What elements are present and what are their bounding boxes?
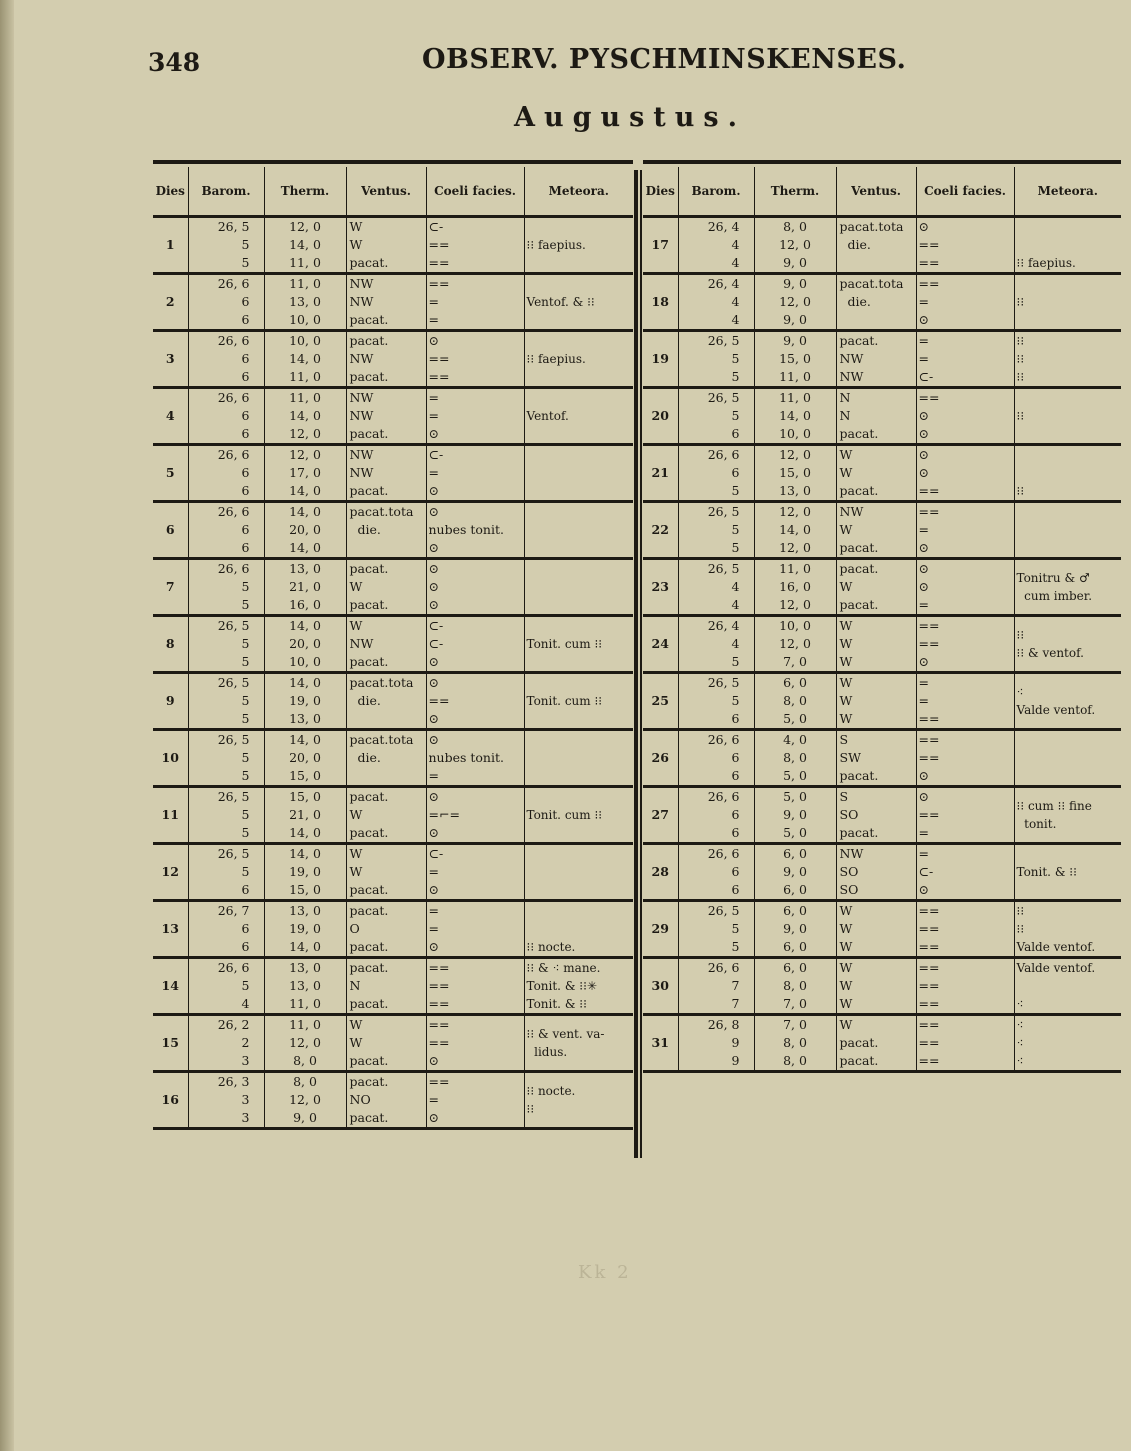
col-header-dies: Dies <box>153 167 188 217</box>
barometer-cell: 26, 5 5 6 <box>188 844 264 901</box>
day-cell: 16 <box>153 1072 188 1129</box>
barometer-cell: 26, 5 5 5 <box>678 331 754 388</box>
barometer-cell: 26, 6 6 5 <box>678 445 754 502</box>
barometer-cell: 26, 5 5 5 <box>188 673 264 730</box>
day-cell: 5 <box>153 445 188 502</box>
table-row <box>153 901 633 958</box>
sky-cell: = = == <box>916 673 1014 730</box>
thermometer-cell: 6, 0 8, 0 5, 0 <box>754 673 836 730</box>
meteora-cell <box>1014 730 1121 787</box>
day-cell: 2 <box>153 274 188 331</box>
sky-cell: == == ⊙ <box>916 730 1014 787</box>
sky-cell: == ⊙ ⊙ <box>916 388 1014 445</box>
wind-cell: W W pacat. <box>346 217 426 274</box>
barometer-cell: 26, 3 3 3 <box>188 1072 264 1129</box>
col-header-barom: Barom. <box>678 167 754 217</box>
barometer-cell: 26, 6 6 6 <box>188 274 264 331</box>
barometer-cell: 26, 5 5 5 <box>188 616 264 673</box>
wind-cell: pacat.tota die. <box>346 673 426 730</box>
wind-cell: pacat.tota die. <box>346 502 426 559</box>
column-divider <box>634 170 638 1158</box>
table-row <box>643 502 1121 559</box>
meteora-cell: ⁖ ⁖ ⁖ <box>1014 1015 1121 1072</box>
wind-cell: pacat.tota die. <box>836 274 916 331</box>
col-header-ventus: Ventus. <box>346 167 426 217</box>
barometer-cell: 26, 5 5 5 <box>678 502 754 559</box>
sky-cell: ⊂- ⊂- ⊙ <box>426 616 524 673</box>
day-cell: 21 <box>643 445 678 502</box>
day-cell: 29 <box>643 901 678 958</box>
meteora-cell <box>524 730 633 787</box>
sky-cell: ⊙ =⌐= ⊙ <box>426 787 524 844</box>
table-row <box>643 217 1121 274</box>
sky-cell: ⊙ ⊙ ⊙ <box>426 559 524 616</box>
thermometer-cell: 12, 0 17, 0 14, 0 <box>264 445 346 502</box>
day-cell: 22 <box>643 502 678 559</box>
sky-cell: == = ⊙ <box>426 1072 524 1129</box>
day-cell: 8 <box>153 616 188 673</box>
top-rule <box>153 160 633 164</box>
wind-cell: W pacat. pacat. <box>836 1015 916 1072</box>
barometer-cell: 26, 6 6 6 <box>188 331 264 388</box>
wind-cell: pacat.tota die. <box>836 217 916 274</box>
table-row <box>643 445 1121 502</box>
sky-cell: == == == <box>916 958 1014 1015</box>
thermometer-cell: 11, 0 12, 0 8, 0 <box>264 1015 346 1072</box>
col-header-meteora: Meteora. <box>1014 167 1121 217</box>
meteora-cell: Ventof. & ⁝⁝ <box>524 274 633 331</box>
meteora-cell <box>524 559 633 616</box>
thermometer-cell: 13, 0 13, 0 11, 0 <box>264 958 346 1015</box>
table-row <box>153 787 633 844</box>
barometer-cell: 26, 6 6 6 <box>678 844 754 901</box>
day-cell: 9 <box>153 673 188 730</box>
table-row <box>153 673 633 730</box>
wind-cell: N N pacat. <box>836 388 916 445</box>
thermometer-cell: 11, 0 14, 0 10, 0 <box>754 388 836 445</box>
table-row <box>643 901 1121 958</box>
day-cell: 14 <box>153 958 188 1015</box>
thermometer-cell: 4, 0 8, 0 5, 0 <box>754 730 836 787</box>
barometer-cell: 26, 5 5 5 <box>188 730 264 787</box>
wind-cell: W W pacat. <box>836 445 916 502</box>
meteora-cell <box>524 502 633 559</box>
table-row <box>153 1072 633 1129</box>
table-row <box>153 958 633 1015</box>
day-cell: 25 <box>643 673 678 730</box>
col-header-coeli: Coeli facies. <box>916 167 1014 217</box>
day-cell: 28 <box>643 844 678 901</box>
table-header-row <box>153 167 633 217</box>
wind-cell: W NW pacat. <box>346 616 426 673</box>
day-cell: 15 <box>153 1015 188 1072</box>
meteora-cell: ⁝⁝ nocte. ⁝⁝ <box>524 1072 633 1129</box>
day-cell: 26 <box>643 730 678 787</box>
thermometer-cell: 6, 0 9, 0 6, 0 <box>754 901 836 958</box>
wind-cell: NW NW pacat. <box>346 388 426 445</box>
thermometer-cell: 8, 0 12, 0 9, 0 <box>264 1072 346 1129</box>
top-rule <box>643 160 1121 164</box>
day-cell: 13 <box>153 901 188 958</box>
table-row <box>643 787 1121 844</box>
wind-cell: pacat. W pacat. <box>836 559 916 616</box>
table-row <box>643 673 1121 730</box>
sky-cell: ⊂- == == <box>426 217 524 274</box>
sky-cell: ⊂- = ⊙ <box>426 445 524 502</box>
page-binding-edge <box>0 0 14 1451</box>
thermometer-cell: 14, 0 19, 0 15, 0 <box>264 844 346 901</box>
table-row <box>153 844 633 901</box>
day-cell: 24 <box>643 616 678 673</box>
table-row <box>153 502 633 559</box>
thermometer-cell: 10, 0 12, 0 7, 0 <box>754 616 836 673</box>
sky-cell: ⊙ ⊙ = <box>916 559 1014 616</box>
table-row <box>153 1015 633 1072</box>
meteora-cell: ⁝⁝ ⁝⁝ ⁝⁝ <box>1014 331 1121 388</box>
wind-cell: pacat.tota die. <box>346 730 426 787</box>
day-cell: 27 <box>643 787 678 844</box>
table-row <box>153 730 633 787</box>
right-observation-table <box>643 160 1121 1073</box>
barometer-cell: 26, 4 4 4 <box>678 217 754 274</box>
table-row <box>643 1015 1121 1072</box>
table-header-row <box>643 167 1121 217</box>
meteora-cell <box>1014 502 1121 559</box>
wind-cell: pacat. W pacat. <box>346 787 426 844</box>
day-cell: 18 <box>643 274 678 331</box>
sky-cell: ⊙ ⊙ == <box>916 445 1014 502</box>
thermometer-cell: 6, 0 9, 0 6, 0 <box>754 844 836 901</box>
meteora-cell: ⁝⁝ nocte. <box>524 901 633 958</box>
barometer-cell: 26, 6 6 6 <box>678 730 754 787</box>
page-number: 348 <box>148 48 201 77</box>
barometer-cell: 26, 5 5 6 <box>678 388 754 445</box>
thermometer-cell: 7, 0 8, 0 8, 0 <box>754 1015 836 1072</box>
meteora-cell: Valde ventof. ⁖ <box>1014 958 1121 1015</box>
meteora-cell: Ventof. <box>524 388 633 445</box>
table-row <box>643 616 1121 673</box>
meteora-cell: ⁝⁝ <box>1014 445 1121 502</box>
sky-cell: ⊂- = ⊙ <box>426 844 524 901</box>
wind-cell: S SW pacat. <box>836 730 916 787</box>
col-header-ventus: Ventus. <box>836 167 916 217</box>
barometer-cell: 26, 2 2 3 <box>188 1015 264 1072</box>
table-row <box>153 331 633 388</box>
day-cell: 7 <box>153 559 188 616</box>
meteora-cell: ⁝⁝ ⁝⁝ & ventof. <box>1014 616 1121 673</box>
day-cell: 12 <box>153 844 188 901</box>
table-row <box>153 388 633 445</box>
day-cell: 20 <box>643 388 678 445</box>
sky-cell: == == == <box>916 901 1014 958</box>
wind-cell: pacat. NW NW <box>836 331 916 388</box>
barometer-cell: 26, 6 7 7 <box>678 958 754 1015</box>
meteora-cell: Tonit. cum ⁝⁝ <box>524 616 633 673</box>
sky-cell: ⊙ nubes tonit. = <box>426 730 524 787</box>
meteora-cell: ⁝⁝ cum ⁝⁝ fine tonit. <box>1014 787 1121 844</box>
day-cell: 3 <box>153 331 188 388</box>
table-row <box>153 616 633 673</box>
barometer-cell: 26, 7 6 6 <box>188 901 264 958</box>
thermometer-cell: 11, 0 13, 0 10, 0 <box>264 274 346 331</box>
thermometer-cell: 14, 0 20, 0 10, 0 <box>264 616 346 673</box>
thermometer-cell: 14, 0 19, 0 13, 0 <box>264 673 346 730</box>
wind-cell: pacat. NO pacat. <box>346 1072 426 1129</box>
meteora-cell: Tonit. & ⁝⁝ <box>1014 844 1121 901</box>
table-row <box>153 274 633 331</box>
observation-table-days-17-31 <box>643 167 1121 1073</box>
day-cell: 1 <box>153 217 188 274</box>
running-head: OBSERV. PYSCHMINSKENSES. <box>422 44 907 75</box>
sky-cell: = = ⊙ <box>426 388 524 445</box>
day-cell: 19 <box>643 331 678 388</box>
thermometer-cell: 11, 0 14, 0 12, 0 <box>264 388 346 445</box>
col-header-barom: Barom. <box>188 167 264 217</box>
table-row <box>643 958 1121 1015</box>
wind-cell: NW SO SO <box>836 844 916 901</box>
col-header-coeli: Coeli facies. <box>426 167 524 217</box>
wind-cell: NW NW pacat. <box>346 445 426 502</box>
thermometer-cell: 6, 0 8, 0 7, 0 <box>754 958 836 1015</box>
meteora-cell: ⁝⁝ faepius. <box>524 331 633 388</box>
table-row <box>153 217 633 274</box>
wind-cell: W W W <box>836 673 916 730</box>
table-row <box>643 730 1121 787</box>
sky-cell: == == == <box>426 958 524 1015</box>
meteora-cell: Tonit. cum ⁝⁝ <box>524 787 633 844</box>
wind-cell: W W pacat. <box>346 1015 426 1072</box>
table-row <box>643 388 1121 445</box>
thermometer-cell: 5, 0 9, 0 5, 0 <box>754 787 836 844</box>
barometer-cell: 26, 8 9 9 <box>678 1015 754 1072</box>
thermometer-cell: 12, 0 14, 0 12, 0 <box>754 502 836 559</box>
table-row <box>643 331 1121 388</box>
thermometer-cell: 14, 0 20, 0 15, 0 <box>264 730 346 787</box>
col-header-therm: Therm. <box>264 167 346 217</box>
month-title: Augustus. <box>514 102 746 133</box>
thermometer-cell: 9, 0 15, 0 11, 0 <box>754 331 836 388</box>
day-cell: 23 <box>643 559 678 616</box>
sky-cell: ⊙ == ⊙ <box>426 673 524 730</box>
wind-cell: pacat. NW pacat. <box>346 331 426 388</box>
meteora-cell: ⁝⁝ & ⁖ mane. Tonit. & ⁝⁝✳ Tonit. & ⁝⁝ <box>524 958 633 1015</box>
observation-table-days-1-16 <box>153 167 633 1130</box>
thermometer-cell: 15, 0 21, 0 14, 0 <box>264 787 346 844</box>
day-cell: 4 <box>153 388 188 445</box>
wind-cell: W W W <box>836 958 916 1015</box>
barometer-cell: 26, 4 4 5 <box>678 616 754 673</box>
sky-cell: == = ⊙ <box>916 274 1014 331</box>
sky-cell: == == == <box>916 1015 1014 1072</box>
meteora-cell: ⁝⁝ ⁝⁝ Valde ventof. <box>1014 901 1121 958</box>
barometer-cell: 26, 4 4 4 <box>678 274 754 331</box>
column-divider-thin <box>640 170 642 1158</box>
signature-mark: Kk 2 <box>578 1262 632 1283</box>
sky-cell: ⊙ == = <box>916 787 1014 844</box>
barometer-cell: 26, 6 6 6 <box>188 502 264 559</box>
sky-cell: == == ⊙ <box>916 616 1014 673</box>
meteora-cell: ⁝⁝ <box>1014 388 1121 445</box>
day-cell: 10 <box>153 730 188 787</box>
thermometer-cell: 13, 0 19, 0 14, 0 <box>264 901 346 958</box>
day-cell: 17 <box>643 217 678 274</box>
day-cell: 30 <box>643 958 678 1015</box>
sky-cell: ⊙ == == <box>426 331 524 388</box>
barometer-cell: 26, 5 5 5 <box>678 901 754 958</box>
meteora-cell <box>524 844 633 901</box>
sky-cell: ⊙ == == <box>916 217 1014 274</box>
barometer-cell: 26, 5 4 4 <box>678 559 754 616</box>
barometer-cell: 26, 6 6 6 <box>678 787 754 844</box>
col-header-dies: Dies <box>643 167 678 217</box>
meteora-cell: ⁝⁝ <box>1014 274 1121 331</box>
table-row <box>153 559 633 616</box>
sky-cell: ⊙ nubes tonit. ⊙ <box>426 502 524 559</box>
wind-cell: pacat. O pacat. <box>346 901 426 958</box>
thermometer-cell: 13, 0 21, 0 16, 0 <box>264 559 346 616</box>
day-cell: 11 <box>153 787 188 844</box>
wind-cell: pacat. N pacat. <box>346 958 426 1015</box>
meteora-cell <box>524 445 633 502</box>
sky-cell: == = = <box>426 274 524 331</box>
barometer-cell: 26, 6 6 6 <box>188 388 264 445</box>
barometer-cell: 26, 5 5 6 <box>678 673 754 730</box>
barometer-cell: 26, 6 5 5 <box>188 559 264 616</box>
meteora-cell: ⁝⁝ & vent. va- lidus. <box>524 1015 633 1072</box>
col-header-meteora: Meteora. <box>524 167 633 217</box>
meteora-cell: ⁖ Valde ventof. <box>1014 673 1121 730</box>
wind-cell: NW NW pacat. <box>346 274 426 331</box>
wind-cell: W W W <box>836 901 916 958</box>
sky-cell: = = ⊙ <box>426 901 524 958</box>
wind-cell: S SO pacat. <box>836 787 916 844</box>
sky-cell: == = ⊙ <box>916 502 1014 559</box>
wind-cell: W W pacat. <box>346 844 426 901</box>
barometer-cell: 26, 6 6 6 <box>188 445 264 502</box>
thermometer-cell: 12, 0 15, 0 13, 0 <box>754 445 836 502</box>
barometer-cell: 26, 5 5 5 <box>188 217 264 274</box>
table-row <box>643 274 1121 331</box>
barometer-cell: 26, 6 5 4 <box>188 958 264 1015</box>
meteora-cell: Tonit. cum ⁝⁝ <box>524 673 633 730</box>
barometer-cell: 26, 5 5 5 <box>188 787 264 844</box>
left-observation-table <box>153 160 633 1130</box>
table-row <box>643 844 1121 901</box>
sky-cell: == == ⊙ <box>426 1015 524 1072</box>
thermometer-cell: 14, 0 20, 0 14, 0 <box>264 502 346 559</box>
table-row <box>153 445 633 502</box>
meteora-cell: ⁝⁝ faepius. <box>1014 217 1121 274</box>
day-cell: 6 <box>153 502 188 559</box>
meteora-cell: Tonitru & ♂ cum imber. <box>1014 559 1121 616</box>
wind-cell: pacat. W pacat. <box>346 559 426 616</box>
wind-cell: W W W <box>836 616 916 673</box>
thermometer-cell: 11, 0 16, 0 12, 0 <box>754 559 836 616</box>
meteora-cell: ⁝⁝ faepius. <box>524 217 633 274</box>
thermometer-cell: 10, 0 14, 0 11, 0 <box>264 331 346 388</box>
sky-cell: = ⊂- ⊙ <box>916 844 1014 901</box>
thermometer-cell: 12, 0 14, 0 11, 0 <box>264 217 346 274</box>
sky-cell: = = ⊂- <box>916 331 1014 388</box>
thermometer-cell: 9, 0 12, 0 9, 0 <box>754 274 836 331</box>
wind-cell: NW W pacat. <box>836 502 916 559</box>
thermometer-cell: 8, 0 12, 0 9, 0 <box>754 217 836 274</box>
day-cell: 31 <box>643 1015 678 1072</box>
col-header-therm: Therm. <box>754 167 836 217</box>
table-row <box>643 559 1121 616</box>
